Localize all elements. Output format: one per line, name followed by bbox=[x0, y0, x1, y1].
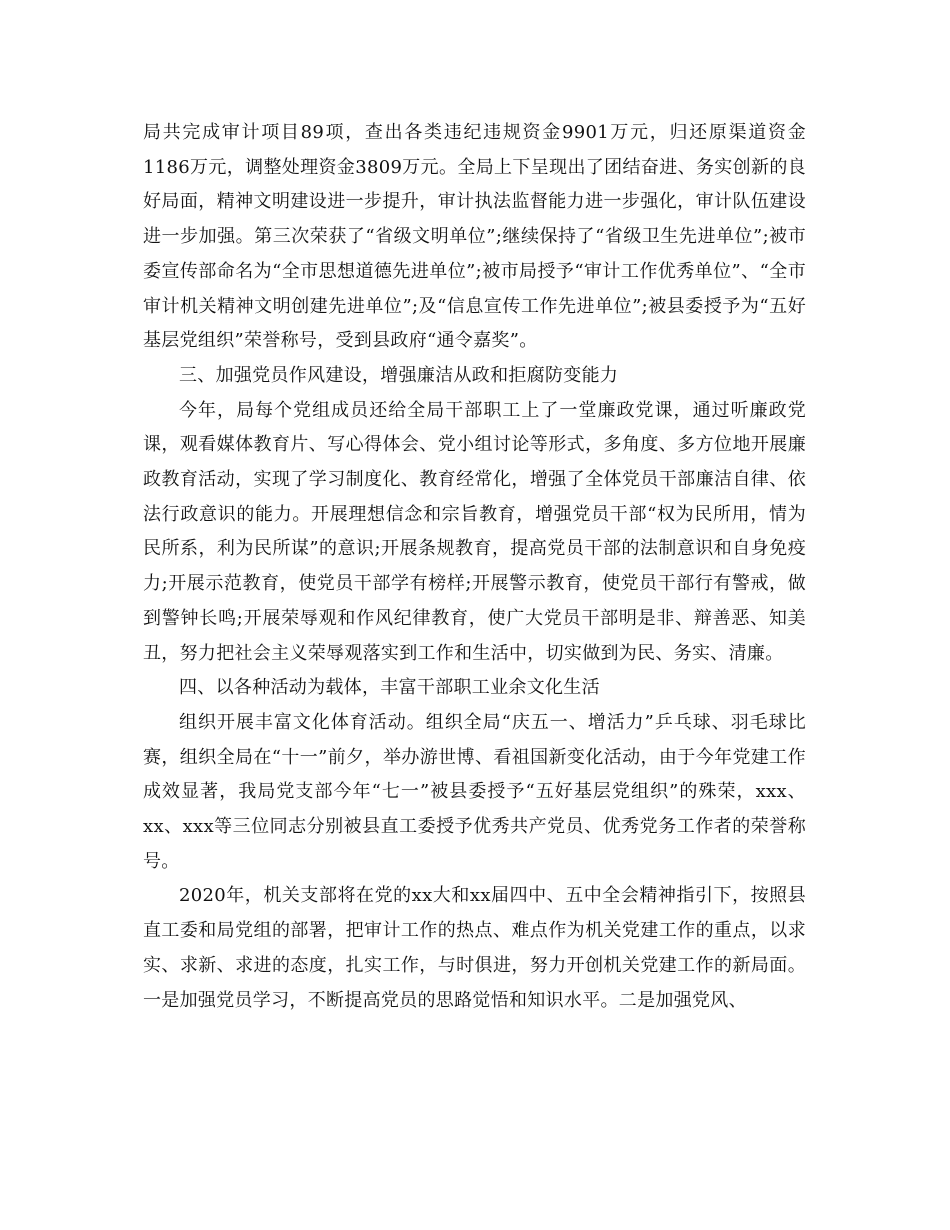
paragraph-achievements: 局共完成审计项目89项，查出各类违纪违规资金9901万元，归还原渠道资金1186万元，调整处理资金3809万元。全局上下呈现出了团结奋进、务实创新的良好局面，精神文明建设进一步提升，审计执法监督能力进一步强化，审计队伍建设进一步加强。第三次荣获了“省级文明单位”;继续保持了“省级卫生先进单位”;被市委宣传部命名为“全市思想道德先进单位”;被市局授予“审计工作优秀单位”、“全市审计机关精神文明创建先进单位”;及“信息宣传工作先进单位”;被县委授予为“五好基层党组织”荣誉称号，受到县政府“通令嘉奖”。 bbox=[143, 122, 806, 352]
paragraph-integrity-education: 今年，局每个党组成员还给全局干部职工上了一堂廉政党课，通过听廉政党课，观看媒体教育片、写心得体会、党小组讨论等形式，多角度、多方位地开展廉政教育活动，实现了学习制度化、教育经常化，增强了全体党员干部廉洁自律、依法行政意识的能力。开展理想信念和宗旨教育，增强党员干部“权为民所用，情为民所系，利为民所谋”的意识;开展条规教育，提高党员干部的法制意识和自身免疫力;开展示范教育，使党员干部学有榜样;开展警示教育，使党员干部行有警戒，做到警钟长鸣;开展荣辱观和作风纪律教育，使广大党员干部明是非、辩善恶、知美丑，努力把社会主义荣辱观落实到工作和生活中，切实做到为民、务实、清廉。 bbox=[143, 399, 806, 664]
document-page bbox=[143, 116, 806, 1018]
section-heading-4: 四、以各种活动为载体，丰富干部职工业余文化生活 bbox=[179, 677, 600, 699]
paragraph-cultural-activities: 组织开展丰富文化体育活动。组织全局“庆五一、增活力”乒乓球、羽毛球比赛，组织全局在“十一”前夕，举办游世博、看祖国新变化活动，由于今年党建工作成效显著，我局党支部今年“七一”被县委授予“五好基层党组织”的殊荣，xxx、xx、xxx等三位同志分别被县直工委授予优秀共产党员、优秀党务工作者的荣誉称号。 bbox=[143, 711, 806, 872]
section-heading-3: 三、加强党员作风建设，增强廉洁从政和拒腐防变能力 bbox=[179, 364, 619, 386]
paragraph-2020-plan: 2020年，机关支部将在党的xx大和xx届四中、五中全会精神指引下，按照县直工委和局党组的部署，把审计工作的热点、难点作为机关党建工作的重点，以求实、求新、求进的态度，扎实工作，与时俱进，努力开创机关党建工作的新局面。一是加强党员学习，不断提高党员的思路觉悟和知识水平。二是加强党风、 bbox=[143, 885, 806, 1011]
